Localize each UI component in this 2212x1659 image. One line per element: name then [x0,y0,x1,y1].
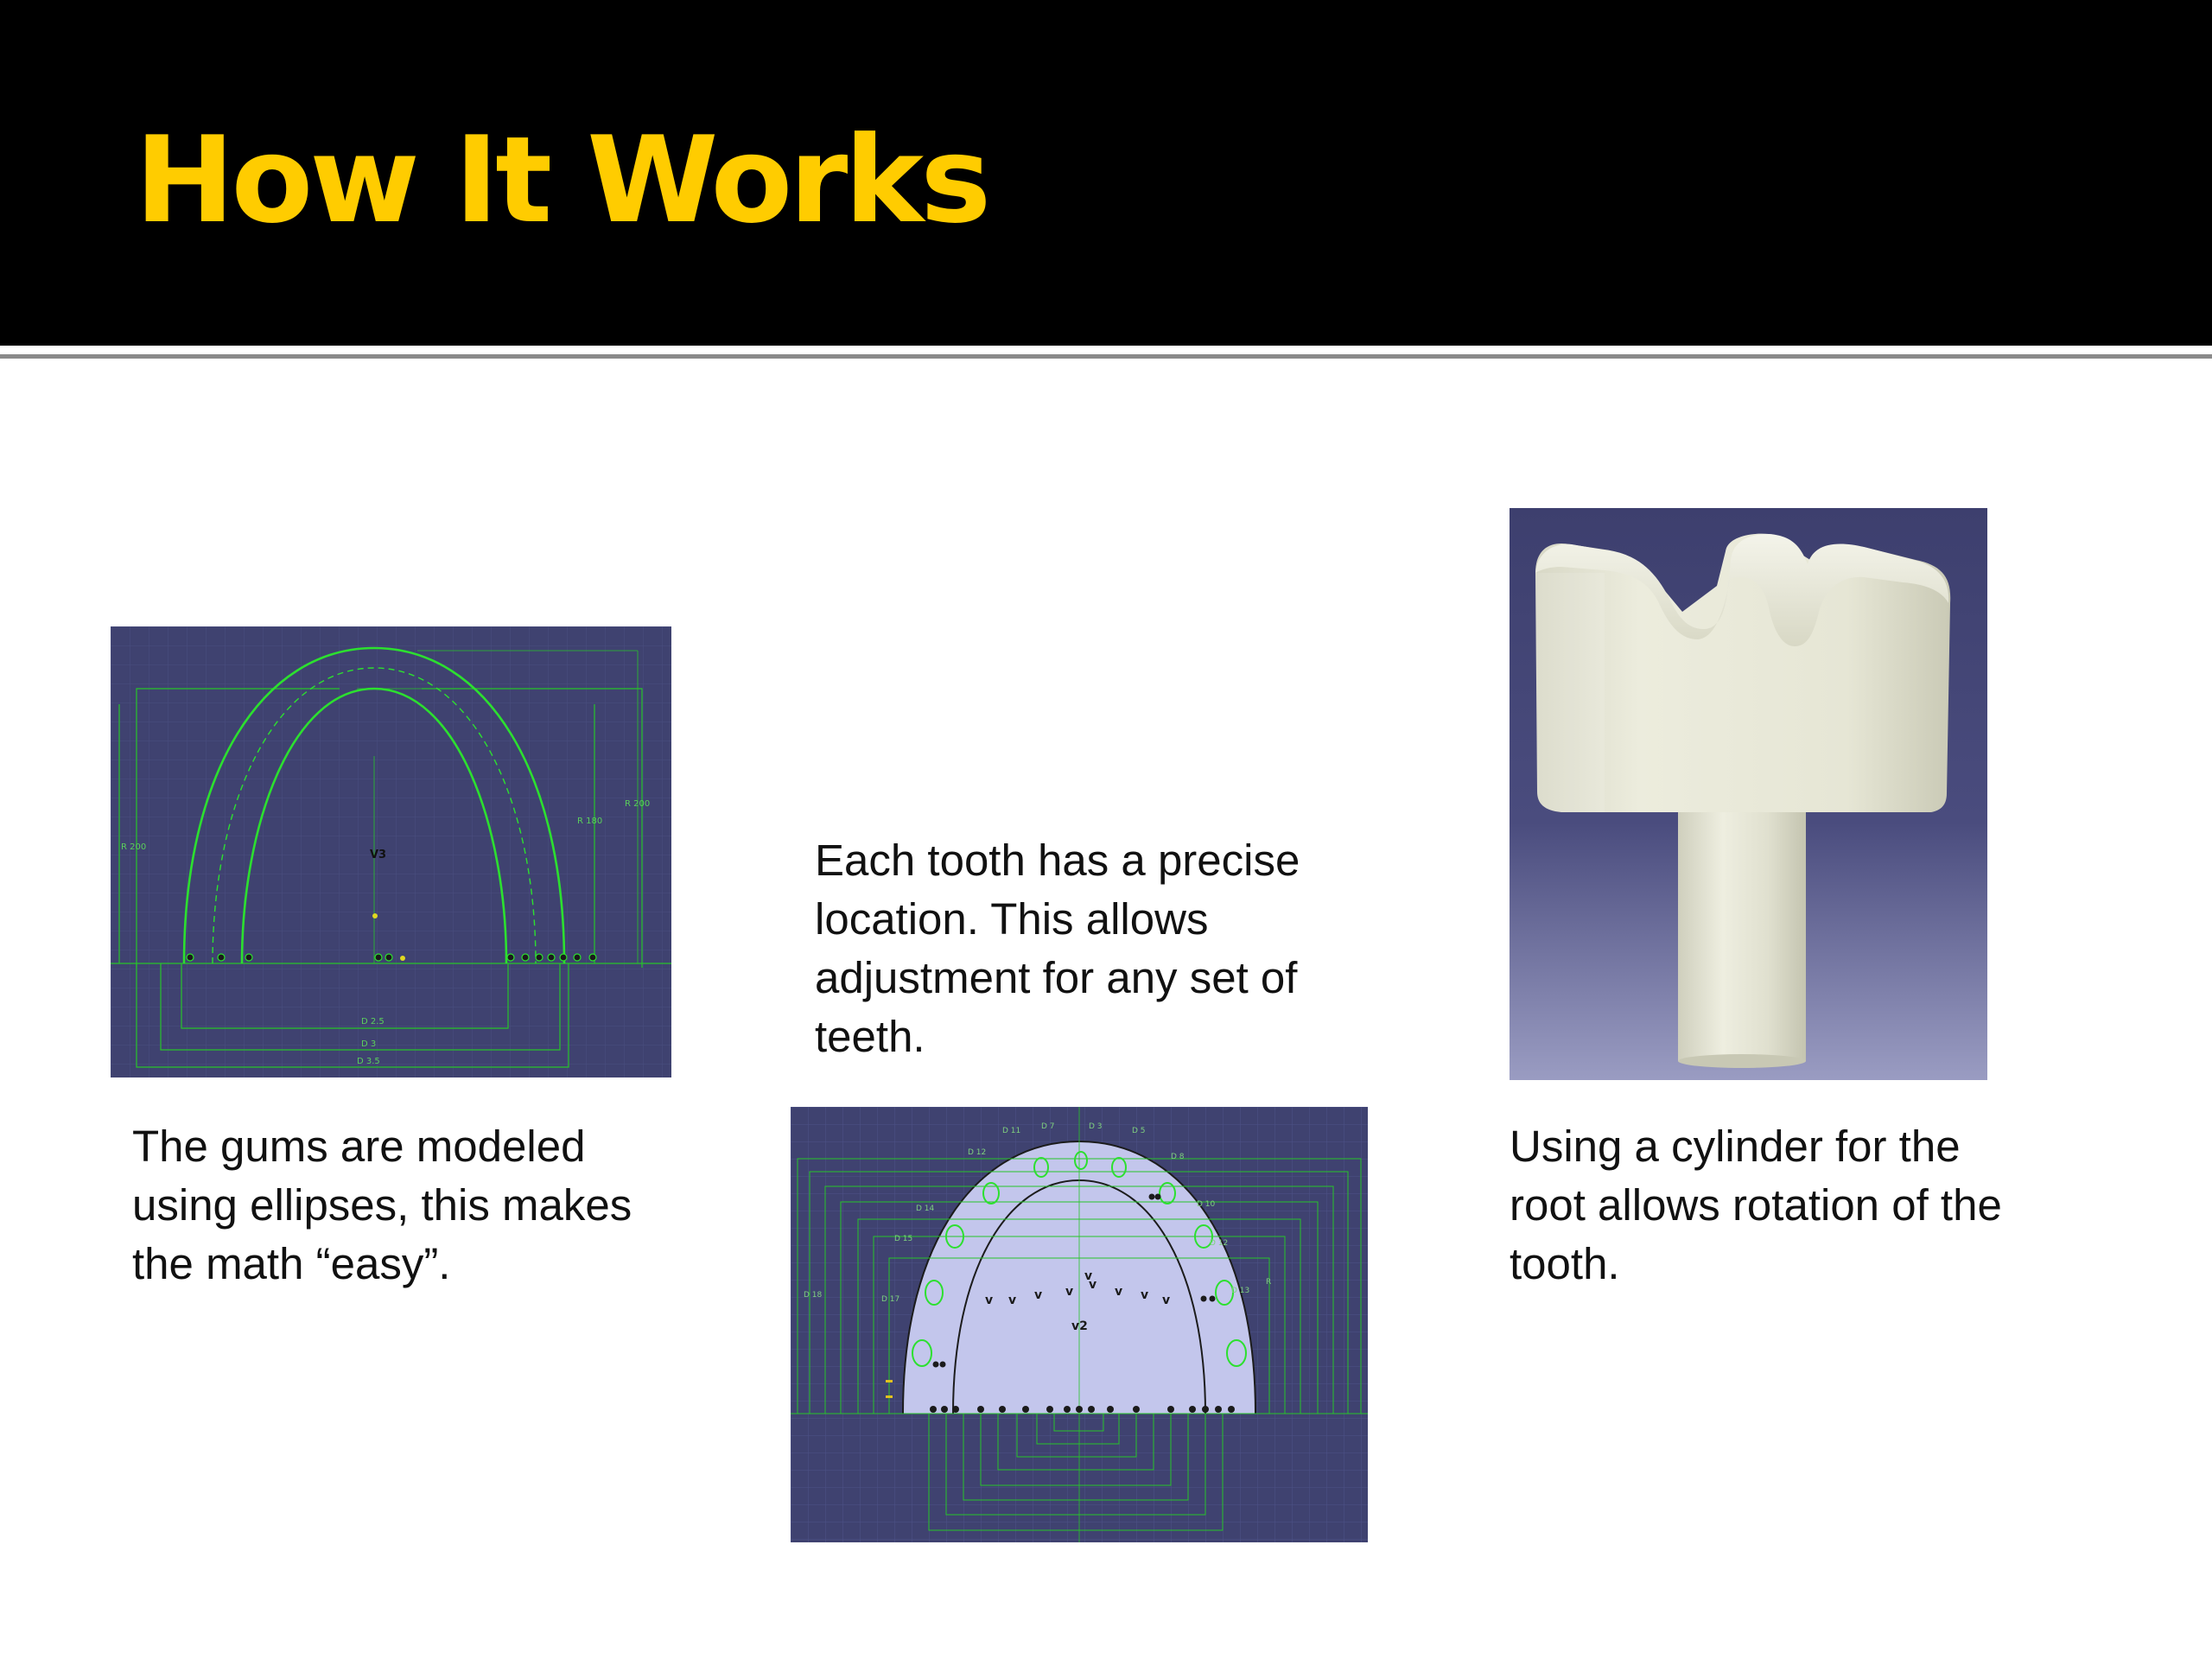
svg-text:D 3.5: D 3.5 [357,1057,380,1066]
svg-text:D 12: D 12 [1210,1239,1229,1248]
svg-text:D 18: D 18 [804,1291,823,1300]
svg-text:V3: V3 [370,849,387,861]
gums-caption: The gums are modeled using ellipses, this makes the math “easy”. [132,1122,632,1288]
svg-text:v: v [1089,1278,1097,1292]
svg-text:v: v [985,1294,994,1307]
svg-text:v: v [1115,1285,1123,1299]
tooth-model-render-image [1510,508,1987,1080]
svg-text:D 17: D 17 [881,1295,900,1304]
svg-text:D 12: D 12 [968,1148,987,1157]
teeth-caption: Each tooth has a precise location. This allows adjustment for any set of teeth. [815,836,1300,1061]
svg-text:D 10: D 10 [1197,1200,1216,1209]
svg-text:D 15: D 15 [894,1235,913,1243]
svg-text:D 8: D 8 [1171,1153,1185,1161]
svg-text:R 200: R 200 [121,842,147,852]
svg-text:D 7: D 7 [1041,1122,1055,1131]
tooth-caption: Using a cylinder for the root allows rotation of the tooth. [1510,1122,2002,1288]
svg-text:D 5: D 5 [1132,1127,1146,1135]
svg-text:R: R [1266,1278,1272,1287]
svg-text:D 3: D 3 [361,1039,377,1049]
svg-text:R 200: R 200 [625,799,651,809]
svg-text:v: v [1065,1285,1074,1299]
svg-text:D 3: D 3 [1089,1122,1103,1131]
svg-text:D 11: D 11 [1002,1127,1021,1135]
title-divider [0,346,2212,350]
slide-title: How It Works [135,111,988,250]
svg-text:v: v [1008,1294,1017,1307]
title-divider-shadow [0,354,2212,359]
svg-text:v: v [1034,1288,1043,1302]
svg-text:R 180: R 180 [577,817,603,826]
svg-text:D 2.5: D 2.5 [361,1017,385,1027]
svg-text:v: v [1084,1269,1093,1283]
gums-sketch-image [111,626,671,1077]
teeth-placement-sketch-image [791,1107,1368,1542]
svg-text:v: v [1162,1294,1171,1307]
svg-text:D 13: D 13 [1231,1287,1250,1295]
svg-text:D 14: D 14 [916,1205,935,1213]
svg-text:v: v [1141,1288,1149,1302]
svg-text:v2: v2 [1071,1319,1088,1333]
